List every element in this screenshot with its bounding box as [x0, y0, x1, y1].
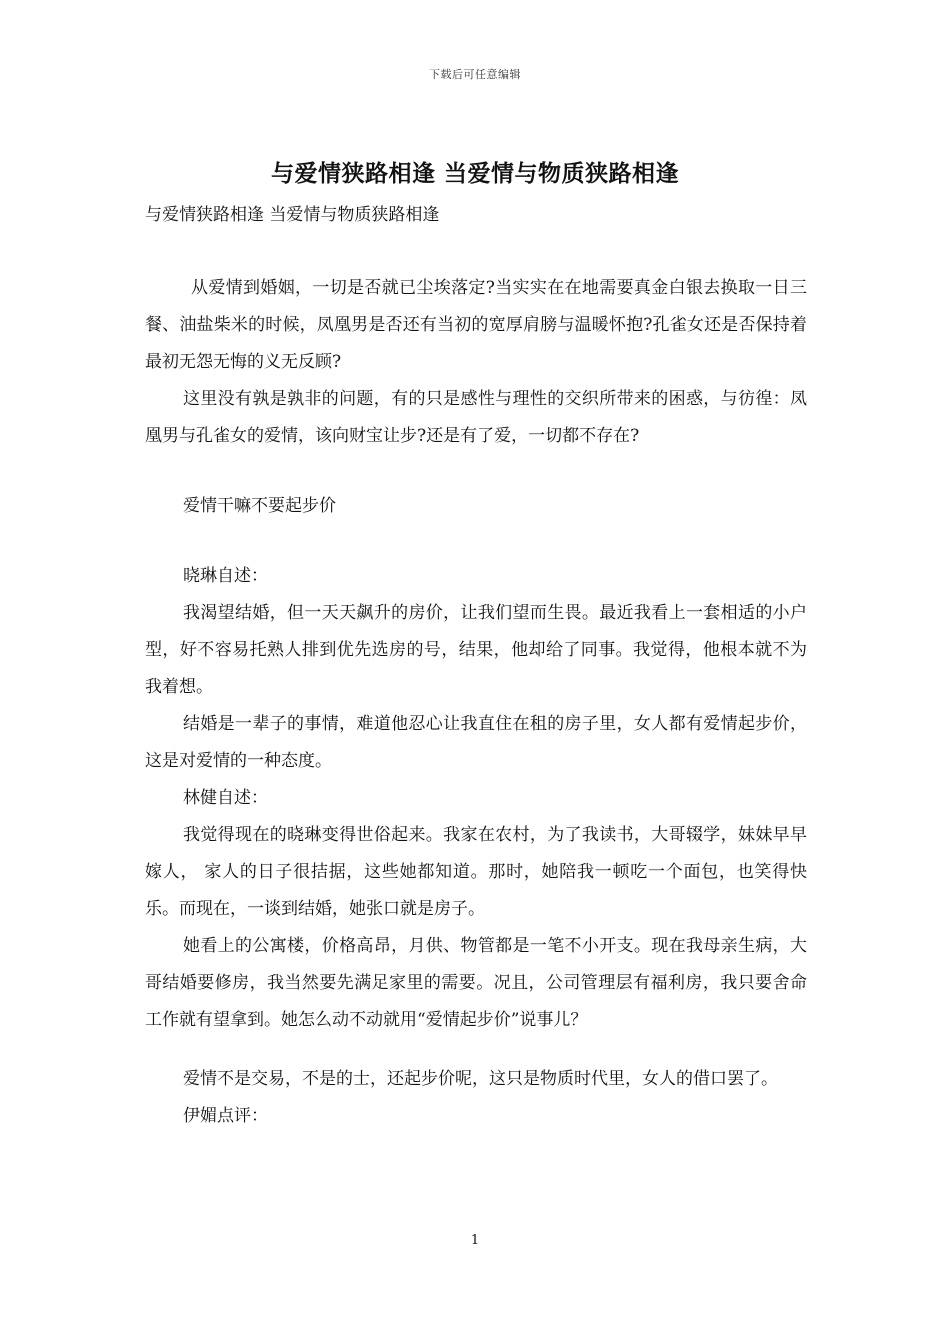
- page-number: 1: [470, 1233, 480, 1248]
- paragraph-linjian-2: 她看上的公寓楼，价格高昂，月供、物管都是一笔不小开支。现在我母亲生病，大哥结婚要修房，我当然要先满足家里的需要。况且，公司管理层有福利房，我只要舍命工作就有望拿到。她怎么动不动就用“爱情起步价”说事儿？: [145, 936, 807, 1030]
- paragraph-spacer: [145, 1039, 807, 1061]
- paragraph-linjian-1: 我觉得现在的晓琳变得世俗起来。我家在农村，为了我读书，大哥辍学，妹妹早早嫁人， 家人的日子很拮据，这些她都知道。那时，她陪我一顿吃一个面包，也笑得快乐。而现在，一谈到结婚，她张口就是房子。: [145, 825, 807, 919]
- paragraph-linjian-3: 爱情不是交易，不是的士，还起步价呢，这只是物质时代里，女人的借口罢了。: [183, 1069, 778, 1089]
- document-title: 与爱情狭路相逢 当爱情与物质狭路相逢: [270, 160, 679, 187]
- paragraph-intro: 从爱情到婚姻，一切是否就已尘埃落定?当实实在在地需要真金白银去换取一日三餐、油盐柴米的时候，凤凰男是否还有当初的宽厚肩膀与温暖怀抱?孔雀女还是否保持着最初无怨无悔的义无反顾?: [145, 278, 807, 372]
- speaker-label-yimei: 伊媚点评：: [183, 1106, 268, 1126]
- document-body: [145, 270, 807, 1135]
- paragraph-spacer: [145, 525, 807, 558]
- speaker-label-xiaolin: 晓琳自述：: [183, 566, 268, 586]
- paragraph-dilemma: 这里没有孰是孰非的问题，有的只是感性与理性的交织所带来的困惑，与彷徨：凤凰男与孔雀女的爱情，该向财宝让步?还是有了爱，一切都不存在?: [145, 389, 807, 446]
- document-subtitle: 与爱情狭路相逢 当爱情与物质狭路相逢: [145, 205, 440, 225]
- section-heading: 爱情干嘛不要起步价: [183, 496, 336, 516]
- paragraph-xiaolin-2: 结婚是一辈子的事情，难道他忍心让我直住在租的房子里，女人都有爱情起步价，这是对爱情的一种态度。: [145, 714, 807, 771]
- speaker-label-linjian: 林健自述：: [183, 788, 268, 808]
- paragraph-xiaolin-1: 我渴望结婚，但一天天飙升的房价，让我们望而生畏。最近我看上一套相适的小户型，好不容易托熟人排到优先选房的号，结果，他却给了同事。我觉得，他根本就不为我着想。: [145, 603, 807, 697]
- page-header-note: 下载后可任意编辑: [429, 68, 521, 81]
- paragraph-spacer: [145, 455, 807, 488]
